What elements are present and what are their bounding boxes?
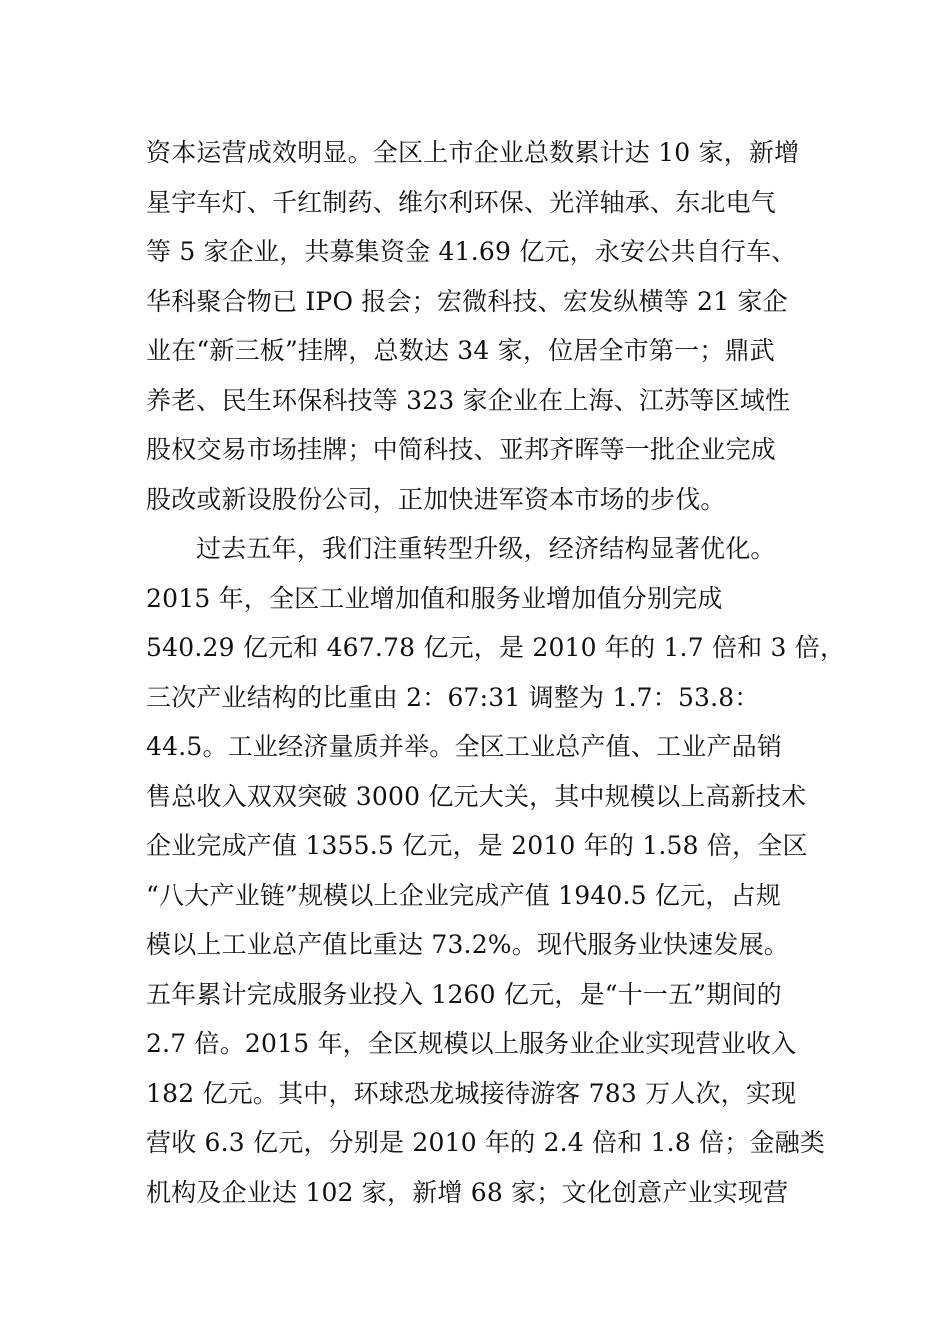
text-line: 星宇车灯、千红制药、维尔利环保、光洋轴承、东北电气 bbox=[146, 187, 777, 217]
text-line: 三次产业结构的比重由 2：67:31 调整为 1.7：53.8： bbox=[146, 682, 760, 712]
text-line: 营收 6.3 亿元，分别是 2010 年的 2.4 倍和 1.8 倍；金融类 bbox=[146, 1128, 826, 1157]
text-line: 540.29 亿元和 467.78 亿元，是 2010 年的 1.7 倍和 3 倍， bbox=[146, 633, 846, 662]
text-line: 资本运营成效明显。全区上市企业总数累计达 10 家，新增 bbox=[146, 138, 800, 167]
text-line: “八大产业链”规模以上企业完成产值 1940.5 亿元，占规 bbox=[146, 880, 781, 910]
text-line: 182 亿元。其中，环球恐龙城接待游客 783 万人次，实现 bbox=[146, 1078, 797, 1108]
text-line: 业在“新三板”挂牌，总数达 34 家，位居全市第一；鼎武 bbox=[146, 336, 775, 365]
paragraph-start-line: 过去五年，我们注重转型升级，经济结构显著优化。 bbox=[196, 534, 776, 563]
text-line: 44.5。工业经济量质并举。全区工业总产值、工业产品销 bbox=[146, 732, 783, 761]
text-line: 华科聚合物已 IPO 报会；宏微科技、宏发纵横等 21 家企 bbox=[146, 286, 788, 316]
text-line: 五年累计完成服务业投入 1260 亿元，是“十一五”期间的 bbox=[146, 979, 782, 1009]
text-line: 机构及企业达 102 家，新增 68 家；文化创意产业实现营 bbox=[146, 1177, 789, 1207]
text-line: 养老、民生环保科技等 323 家企业在上海、江苏等区域性 bbox=[146, 385, 791, 415]
text-line: 股改或新设股份公司，正加快进军资本市场的步伐。 bbox=[146, 484, 726, 514]
text-line: 2.7 倍。2015 年，全区规模以上服务业企业实现营业收入 bbox=[146, 1029, 797, 1058]
body-text bbox=[146, 128, 846, 1217]
text-line: 售总收入双双突破 3000 亿元大关，其中规模以上高新技术 bbox=[146, 781, 807, 811]
text-line: 2015 年，全区工业增加值和服务业增加值分别完成 bbox=[146, 583, 723, 613]
text-line: 股权交易市场挂牌；中简科技、亚邦齐晖等一批企业完成 bbox=[146, 435, 777, 464]
text-line: 企业完成产值 1355.5 亿元，是 2010 年的 1.58 倍，全区 bbox=[146, 831, 808, 860]
text-line: 等 5 家企业，共募集资金 41.69 亿元，永安公共自行车、 bbox=[146, 237, 797, 266]
text-line: 模以上工业总产值比重达 73.2%。现代服务业快速发展。 bbox=[146, 930, 789, 959]
